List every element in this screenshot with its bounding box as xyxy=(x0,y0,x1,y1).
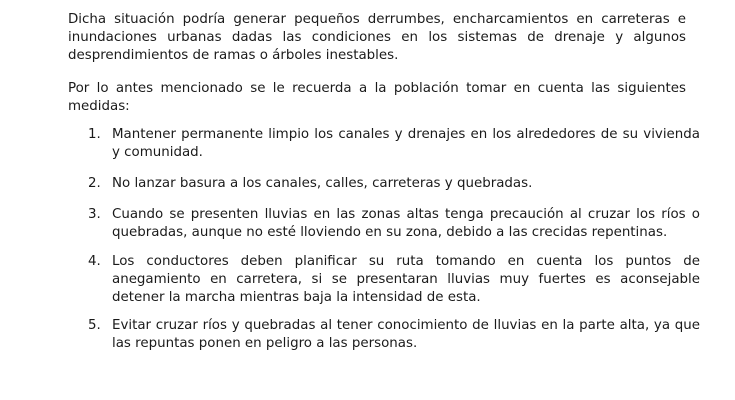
list-item xyxy=(88,253,700,307)
list-item-number: 1. xyxy=(88,127,101,142)
paragraph-measures-intro: Por lo antes mencionado se le recuerda a la población tomar en cuenta las siguientes medidas: xyxy=(68,81,686,114)
list-item xyxy=(88,206,700,242)
list-item-number: 5. xyxy=(88,318,101,333)
list-item-text: Cuando se presenten lluvias en las zonas altas tenga precaución al cruzar los ríos o quebradas, aunque no esté lloviendo en su zona, debido a las crecidas repentinas. xyxy=(112,207,700,240)
list-item-number: 2. xyxy=(88,176,101,191)
list-item xyxy=(88,317,700,353)
list-item-number: 4. xyxy=(88,254,101,269)
list-item-text: Evitar cruzar ríos y quebradas al tener conocimiento de lluvias en la parte alta, ya que las repuntas ponen en peligro a las personas. xyxy=(112,318,700,351)
list-item xyxy=(88,126,700,162)
list-item-text: Los conductores deben planificar su ruta tomando en cuenta los puntos de anegamiento en carretera, si se presentaran lluvias muy fuertes es aconsejable detener la marcha mientras baja la intensidad de esta. xyxy=(112,254,700,305)
list-item xyxy=(88,175,700,193)
list-item-text: Mantener permanente limpio los canales y drenajes en los alrededores de su vivienda y comunidad. xyxy=(112,127,700,160)
list-item-number: 3. xyxy=(88,207,101,222)
paragraph-situation: Dicha situación podría generar pequeños derrumbes, encharcamientos en carreteras e inundaciones urbanas dadas las condiciones en los sistemas de drenaje y algunos desprendimientos de ramas o árboles inestables. xyxy=(68,12,686,63)
list-item-text: No lanzar basura a los canales, calles, carreteras y quebradas. xyxy=(112,176,533,191)
